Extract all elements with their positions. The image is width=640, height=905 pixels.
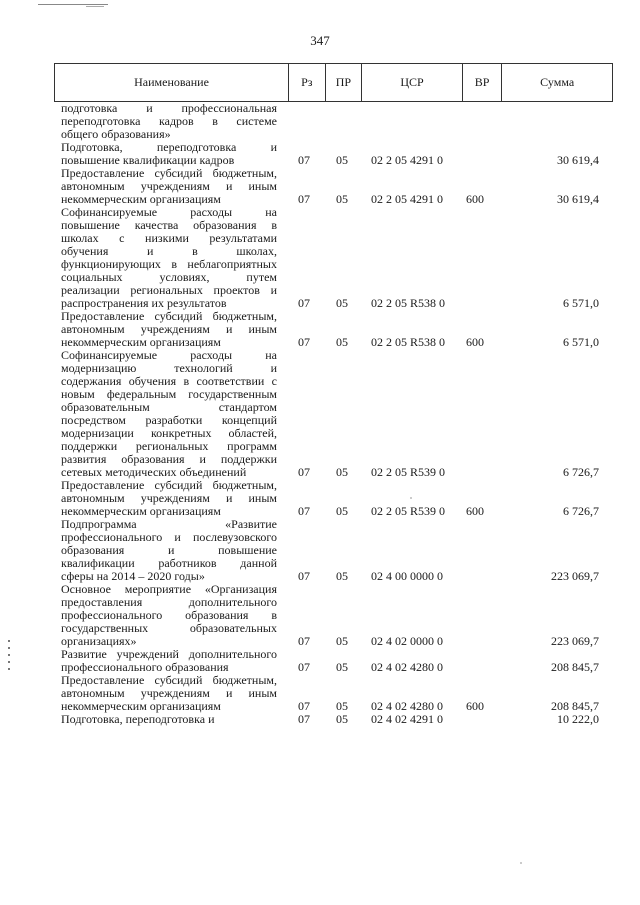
row-name-line: школах с низкими результатами xyxy=(61,231,277,245)
row-rz: 07 xyxy=(298,699,310,713)
row-pr: 05 xyxy=(336,465,348,479)
row-pr: 05 xyxy=(336,634,348,648)
row-name-line: автономным учреждениям и иным xyxy=(61,686,277,700)
table-row xyxy=(0,167,640,206)
row-sum: 6 571,0 xyxy=(563,296,599,310)
row-sum: 208 845,7 xyxy=(551,660,599,674)
row-name-line: автономным учреждениям и иным xyxy=(61,322,277,336)
row-name xyxy=(61,674,277,713)
row-pr: 05 xyxy=(336,699,348,713)
row-name-line: Развитие учреждений дополнительного xyxy=(61,647,277,661)
row-rz: 07 xyxy=(298,712,310,726)
margin-binding-marks xyxy=(8,640,12,680)
row-name xyxy=(61,713,277,726)
row-name-line: некоммерческим организациям xyxy=(61,192,221,206)
row-pr: 05 xyxy=(336,660,348,674)
header-pr: ПР xyxy=(325,64,362,102)
row-name-line: реализации региональных проектов и xyxy=(61,283,277,297)
table-header-row xyxy=(55,64,613,102)
header-name: Наименование xyxy=(55,64,289,102)
row-rz: 07 xyxy=(298,504,310,518)
row-name-line: Предоставление субсидий бюджетным, xyxy=(61,478,277,492)
row-name-line: функционирующих в неблагоприятных xyxy=(61,257,277,271)
row-name-line: Подготовка, переподготовка и xyxy=(61,140,277,154)
row-csr: 02 4 02 4280 0 xyxy=(371,699,443,713)
row-name-line: некоммерческим организациям xyxy=(61,504,221,518)
row-name-line: предоставления дополнительного xyxy=(61,595,277,609)
row-name xyxy=(61,167,277,206)
row-csr: 02 2 05 R538 0 xyxy=(371,296,446,310)
row-rz: 07 xyxy=(298,660,310,674)
row-name-line: посредством разработки концепций xyxy=(61,413,277,427)
table-row xyxy=(0,674,640,713)
row-name xyxy=(61,349,277,479)
row-name xyxy=(61,310,277,349)
row-name-line: автономным учреждениям и иным xyxy=(61,179,277,193)
row-name-line: содержания обучения в соответствии с xyxy=(61,374,277,388)
table-row xyxy=(0,310,640,349)
row-pr: 05 xyxy=(336,296,348,310)
table-row xyxy=(0,349,640,479)
row-name-line: общего образования» xyxy=(61,127,171,141)
row-name-line: квалификации работников данной xyxy=(61,556,277,570)
row-name-line: повышение квалификации кадров xyxy=(61,153,235,167)
row-name-line: развития образования и поддержки xyxy=(61,452,277,466)
table-row xyxy=(0,479,640,518)
row-name-line: социальных условиях, путем xyxy=(61,270,277,284)
row-csr: 02 4 02 4280 0 xyxy=(371,660,443,674)
table-row xyxy=(0,583,640,648)
row-pr: 05 xyxy=(336,504,348,518)
row-name xyxy=(61,479,277,518)
row-pr: 05 xyxy=(336,192,348,206)
row-name-line: профессионального и послевузовского xyxy=(61,530,277,544)
table-row xyxy=(0,206,640,310)
row-sum: 30 619,4 xyxy=(557,192,599,206)
row-rz: 07 xyxy=(298,153,310,167)
row-csr: 02 2 05 R539 0 xyxy=(371,504,446,518)
row-rz: 07 xyxy=(298,296,310,310)
row-name-line: новым федеральным государственным xyxy=(61,387,277,401)
row-name xyxy=(61,141,277,167)
row-csr: 02 4 00 0000 0 xyxy=(371,569,443,583)
row-sum: 6 571,0 xyxy=(563,335,599,349)
row-sum: 208 845,7 xyxy=(551,699,599,713)
row-name-line: образования и повышение xyxy=(61,543,277,557)
row-name-line: распространения их результатов xyxy=(61,296,227,310)
row-sum: 6 726,7 xyxy=(563,465,599,479)
row-name-line: государственных образовательных xyxy=(61,621,277,635)
row-csr: 02 2 05 R538 0 xyxy=(371,335,446,349)
top-edge-rule-short xyxy=(86,6,104,7)
row-name xyxy=(61,518,277,583)
row-name-line: Предоставление субсидий бюджетным, xyxy=(61,673,277,687)
table-row xyxy=(0,518,640,583)
row-pr: 05 xyxy=(336,712,348,726)
row-rz: 07 xyxy=(298,192,310,206)
table-row xyxy=(0,102,640,141)
row-csr: 02 2 05 4291 0 xyxy=(371,192,443,206)
row-name xyxy=(61,102,277,141)
row-name-line: Предоставление субсидий бюджетным, xyxy=(61,166,277,180)
row-csr: 02 4 02 0000 0 xyxy=(371,634,443,648)
row-name-line: Подготовка, переподготовка и xyxy=(61,712,215,726)
row-sum: 30 619,4 xyxy=(557,153,599,167)
row-name-line: модернизации конкретных областей, xyxy=(61,426,277,440)
row-name-line: некоммерческим организациям xyxy=(61,699,221,713)
row-sum: 223 069,7 xyxy=(551,634,599,648)
row-name-line: образовательным стандартом xyxy=(61,400,277,414)
row-rz: 07 xyxy=(298,634,310,648)
row-name xyxy=(61,583,277,648)
row-rz: 07 xyxy=(298,335,310,349)
row-name xyxy=(61,206,277,310)
row-name-line: Подпрограмма «Развитие xyxy=(61,517,277,531)
row-sum: 10 222,0 xyxy=(557,712,599,726)
row-name-line: обучения и в школах, xyxy=(61,244,277,258)
row-pr: 05 xyxy=(336,335,348,349)
scan-speck xyxy=(520,862,522,864)
row-name-line: некоммерческим организациям xyxy=(61,335,221,349)
scan-speck xyxy=(410,497,412,499)
row-name-line: Основное мероприятие «Организация xyxy=(61,582,277,596)
table-row xyxy=(0,141,640,167)
row-vr: 600 xyxy=(466,699,484,713)
header-rz: Рз xyxy=(289,64,326,102)
row-name-line: сетевых методических объединений xyxy=(61,465,247,479)
row-name-line: переподготовка кадров в системе xyxy=(61,114,277,128)
row-name-line: сферы на 2014 – 2020 годы» xyxy=(61,569,205,583)
row-vr: 600 xyxy=(466,192,484,206)
row-name-line: Софинансируемые расходы на xyxy=(61,348,277,362)
row-name-line: поддержки региональных программ xyxy=(61,439,277,453)
table-row xyxy=(0,648,640,674)
row-name-line: профессионального образования в xyxy=(61,608,277,622)
row-csr: 02 2 05 4291 0 xyxy=(371,153,443,167)
row-name-line: Софинансируемые расходы на xyxy=(61,205,277,219)
header-csr: ЦСР xyxy=(362,64,463,102)
table-row xyxy=(0,713,640,726)
row-vr: 600 xyxy=(466,335,484,349)
header-sum: Сумма xyxy=(502,64,613,102)
row-pr: 05 xyxy=(336,153,348,167)
row-name-line: подготовка и профессиональная xyxy=(61,101,277,115)
table-header xyxy=(54,63,613,102)
row-name-line: автономным учреждениям и иным xyxy=(61,491,277,505)
row-name xyxy=(61,648,277,674)
row-rz: 07 xyxy=(298,569,310,583)
row-name-line: модернизацию технологий и xyxy=(61,361,277,375)
page-number: 347 xyxy=(310,33,330,48)
row-pr: 05 xyxy=(336,569,348,583)
row-name-line: профессионального образования xyxy=(61,660,229,674)
header-vr: ВР xyxy=(462,64,502,102)
row-vr: 600 xyxy=(466,504,484,518)
row-csr: 02 4 02 4291 0 xyxy=(371,712,443,726)
row-name-line: повышение качества образования в xyxy=(61,218,277,232)
row-csr: 02 2 05 R539 0 xyxy=(371,465,446,479)
row-name-line: Предоставление субсидий бюджетным, xyxy=(61,309,277,323)
top-edge-rule xyxy=(38,4,108,5)
row-sum: 6 726,7 xyxy=(563,504,599,518)
budget-table-body xyxy=(0,102,640,726)
row-sum: 223 069,7 xyxy=(551,569,599,583)
row-name-line: организациях» xyxy=(61,634,137,648)
row-rz: 07 xyxy=(298,465,310,479)
